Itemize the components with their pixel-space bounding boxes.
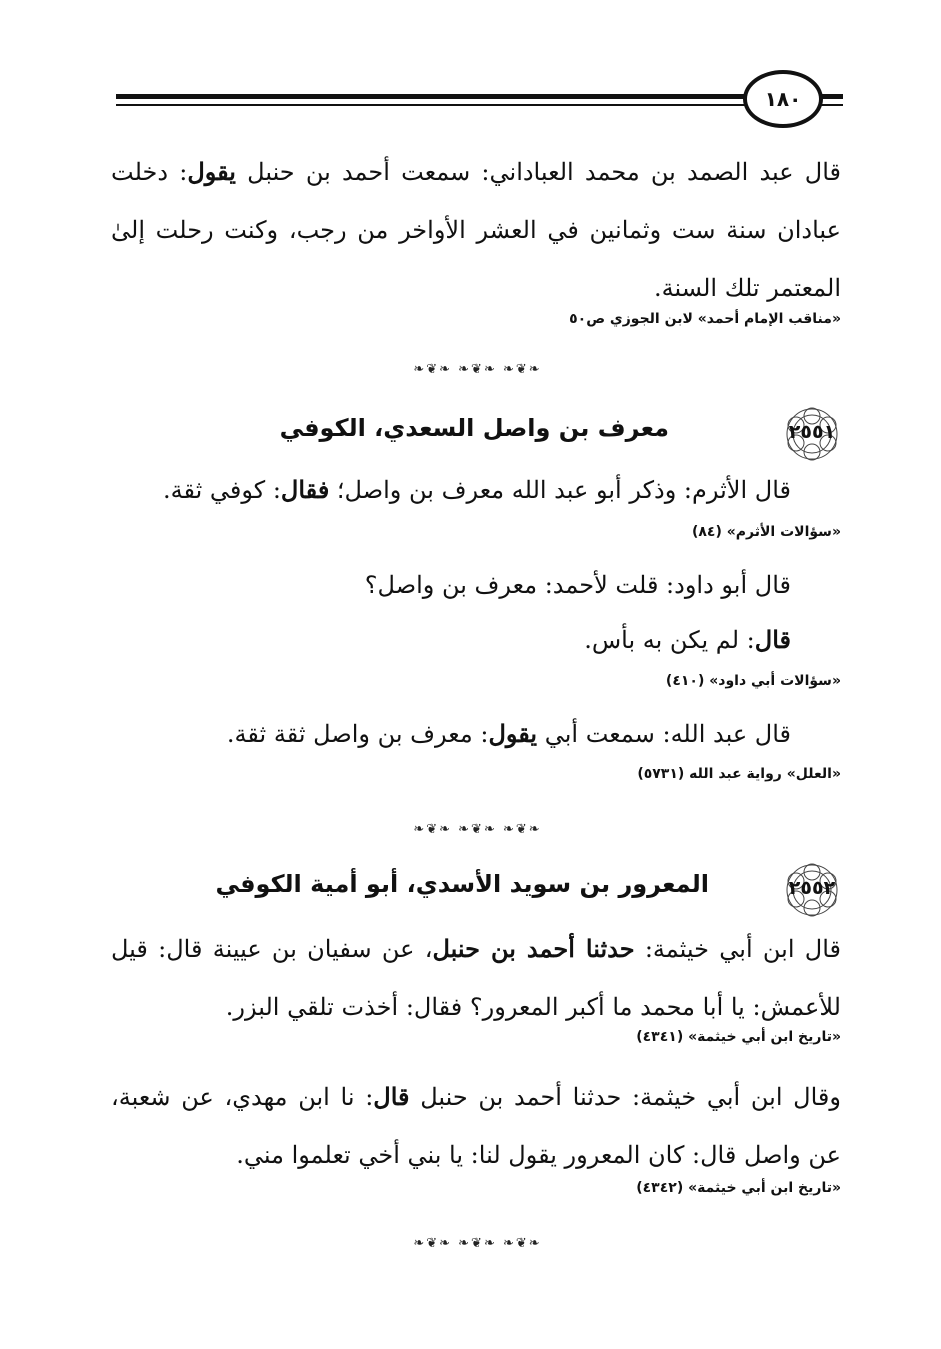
intro-source: «مناقب الإمام أحمد» لابن الجوزي ص٥٠ <box>569 311 841 327</box>
entry-2551-source-3: «العلل» رواية عبد الله (٥٧٣١) <box>637 766 841 782</box>
entry-number-badge-2551 <box>781 406 843 462</box>
entry-number: ٢٥٥٢ <box>788 877 836 899</box>
entry-2552-source-1: «تاريخ ابن أبي خيثمة» (٤٣٤١) <box>636 1029 841 1045</box>
entry-2552-quote-1: قال ابن أبي خيثمة: حدثنا أحمد بن حنبل، عن سفيان بن عيينة قال: قيل للأعمش: يا أبا محمد ما أكبر المعرور؟ فقال: أخذت تلقي البزر. <box>111 934 841 1021</box>
ornament-divider-2: ❧❦❧ ❧❦❧ ❧❦❧ <box>413 822 542 837</box>
entry-2551-quote-3: قال عبد الله: سمعت أبي يقول: معرف بن واصل ثقة ثقة. <box>226 719 791 748</box>
ornament-divider-3: ❧❦❧ ❧❦❧ ❧❦❧ <box>413 1236 542 1251</box>
entry-number: ٢٥٥١ <box>788 421 836 443</box>
entry-number-badge-2552 <box>781 862 843 918</box>
entry-title-2552: المعرور بن سويد الأسدي، أبو أمية الكوفي <box>215 870 709 898</box>
intro-paragraph: قال عبد الصمد بن محمد العباداني: سمعت أحمد بن حنبل يقول: دخلت عبادان سنة ست وثمانين في العشر الأواخر من رجب، وكنت رحلت إلىٰ المعتمر تلك السنة. <box>111 157 842 302</box>
entry-title-2551: معرف بن واصل السعدي، الكوفي <box>279 414 669 442</box>
entry-2552-source-2: «تاريخ ابن أبي خيثمة» (٤٣٤٢) <box>636 1180 841 1196</box>
ornament-divider-1: ❧❦❧ ❧❦❧ ❧❦❧ <box>413 362 542 377</box>
entry-2551-quote-2: قال أبو داود: قلت لأحمد: معرف بن واصل؟ <box>364 571 791 599</box>
entry-2551-answer-2: قال: لم يكن به بأس. <box>584 625 791 654</box>
entry-2551-source-2: «سؤالات أبي داود» (٤١٠) <box>665 673 841 689</box>
header-rule-thin <box>116 104 843 106</box>
page-number: ١٨٠ <box>743 70 823 128</box>
entry-2551-quote-1: قال الأثرم: وذكر أبو عبد الله معرف بن واصل؛ فقال: كوفي ثقة. <box>162 475 791 504</box>
entry-2551-source-1: «سؤالات الأثرم» (٨٤) <box>691 524 841 540</box>
entry-2552-quote-2: وقال ابن أبي خيثمة: حدثنا أحمد بن حنبل قال: نا ابن مهدي، عن شعبة، عن واصل قال: كان المعرور يقول لنا: يا بني أخي تعلموا مني. <box>111 1082 841 1169</box>
header-rule-thick <box>116 94 843 99</box>
